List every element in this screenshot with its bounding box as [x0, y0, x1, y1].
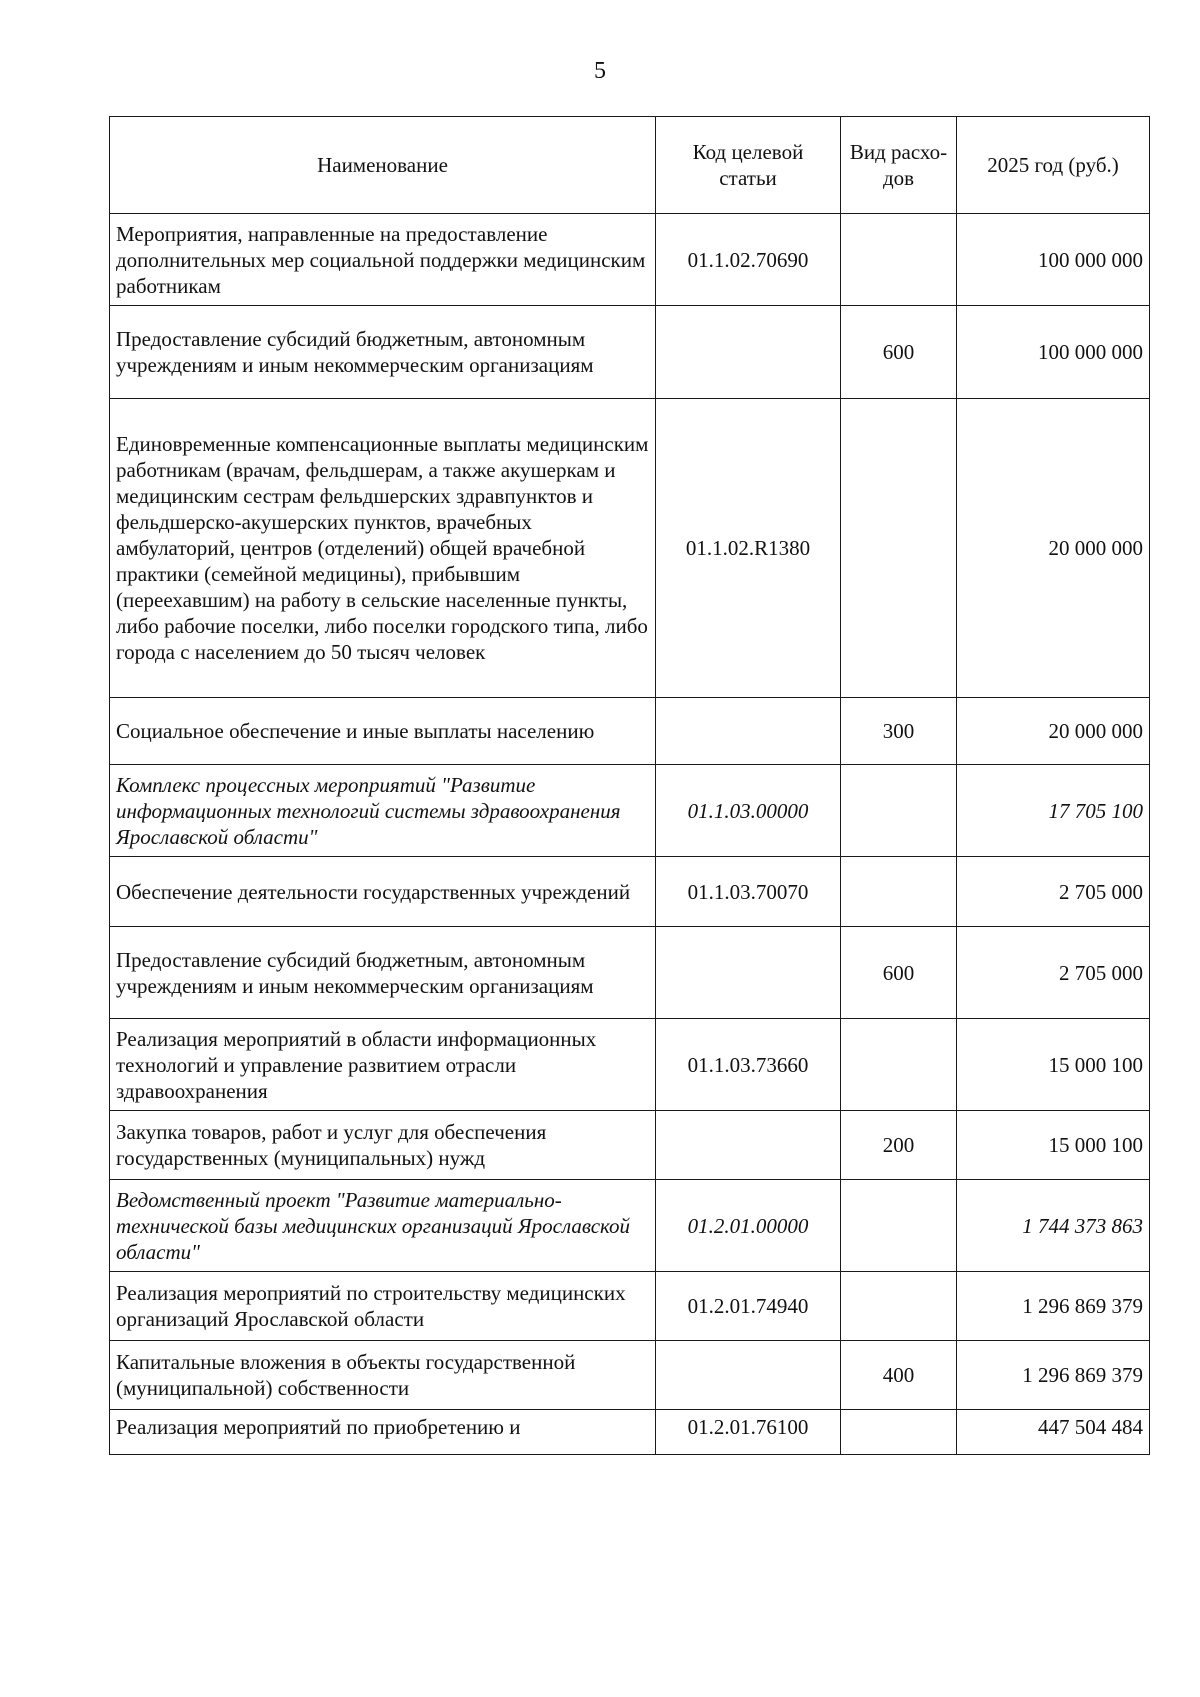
row-sum: 1 296 869 379 [957, 1272, 1150, 1341]
row-sum: 20 000 000 [957, 399, 1150, 698]
row-sum: 100 000 000 [957, 306, 1150, 399]
row-sum: 1 744 373 863 [957, 1180, 1150, 1272]
header-sum: 2025 год (руб.) [957, 117, 1150, 214]
row-kind: 400 [841, 1341, 957, 1410]
table-row [110, 1111, 1150, 1180]
table-row [110, 1410, 1150, 1455]
table-row [110, 698, 1150, 765]
row-code: 01.1.03.70070 [656, 857, 841, 927]
row-name: Реализация мероприятий в области информационных технологий и управление развитием отрасли здравоохранения [110, 1019, 656, 1111]
row-name: Капитальные вложения в объекты государственной (муниципальной) собственности [110, 1341, 656, 1410]
table-row [110, 399, 1150, 698]
row-sum: 100 000 000 [957, 214, 1150, 306]
row-kind: 600 [841, 306, 957, 399]
table-row [110, 1180, 1150, 1272]
budget-table [109, 116, 1150, 1455]
row-name: Комплекс процессных мероприятий "Развитие информационных технологий системы здравоохранения Ярославской области" [110, 765, 656, 857]
row-sum: 1 296 869 379 [957, 1341, 1150, 1410]
row-sum: 17 705 100 [957, 765, 1150, 857]
row-sum: 15 000 100 [957, 1111, 1150, 1180]
row-name: Ведомственный проект "Развитие материально-технической базы медицинских организаций Ярославской области" [110, 1180, 656, 1272]
row-sum: 20 000 000 [957, 698, 1150, 765]
row-code [656, 1341, 841, 1410]
row-code: 01.1.02.70690 [656, 214, 841, 306]
row-kind [841, 1410, 957, 1455]
row-kind [841, 1180, 957, 1272]
table-row [110, 1341, 1150, 1410]
row-code: 01.1.03.73660 [656, 1019, 841, 1111]
row-code [656, 698, 841, 765]
row-kind [841, 214, 957, 306]
page-number: 5 [594, 58, 606, 84]
header-code: Код целевой статьи [656, 117, 841, 214]
row-code [656, 927, 841, 1019]
row-name: Предоставление субсидий бюджетным, автономным учреждениям и иным некоммерческим организациям [110, 306, 656, 399]
row-code: 01.2.01.76100 [656, 1410, 841, 1455]
row-sum: 15 000 100 [957, 1019, 1150, 1111]
row-code: 01.1.02.R1380 [656, 399, 841, 698]
row-code: 01.1.03.00000 [656, 765, 841, 857]
table-row [110, 1019, 1150, 1111]
row-code: 01.2.01.00000 [656, 1180, 841, 1272]
table-row [110, 857, 1150, 927]
row-name: Единовременные компенсационные выплаты медицинским работникам (врачам, фельдшерам, а также акушеркам и медицинским сестрам фельдшерских здравпунктов и фельдшерско-акушерских пунктов, врачебных амбулаторий, центров (отделений) общей врачебной практики (семейной медицины), прибывшим (переехавшим) на работу в сельские населенные пункты, либо рабочие поселки, либо поселки городского типа, либо города с населением до 50 тысяч человек [110, 399, 656, 698]
row-name: Обеспечение деятельности государственных учреждений [110, 857, 656, 927]
row-kind: 600 [841, 927, 957, 1019]
row-kind [841, 1019, 957, 1111]
header-name: Наименование [110, 117, 656, 214]
table-row [110, 765, 1150, 857]
row-kind [841, 1272, 957, 1341]
row-sum: 2 705 000 [957, 927, 1150, 1019]
row-name: Реализация мероприятий по приобретению и [110, 1410, 656, 1455]
row-code: 01.2.01.74940 [656, 1272, 841, 1341]
header-kind: Вид расхо-дов [841, 117, 957, 214]
row-code [656, 306, 841, 399]
table-row [110, 1272, 1150, 1341]
row-kind [841, 399, 957, 698]
table-row [110, 306, 1150, 399]
row-sum: 2 705 000 [957, 857, 1150, 927]
row-kind: 200 [841, 1111, 957, 1180]
row-name: Закупка товаров, работ и услуг для обеспечения государственных (муниципальных) нужд [110, 1111, 656, 1180]
row-kind: 300 [841, 698, 957, 765]
row-name: Социальное обеспечение и иные выплаты населению [110, 698, 656, 765]
row-sum: 447 504 484 [957, 1410, 1150, 1455]
row-code [656, 1111, 841, 1180]
table-row [110, 214, 1150, 306]
row-kind [841, 765, 957, 857]
row-name: Предоставление субсидий бюджетным, автономным учреждениям и иным некоммерческим организациям [110, 927, 656, 1019]
row-name: Мероприятия, направленные на предоставление дополнительных мер социальной поддержки медицинским работникам [110, 214, 656, 306]
table-header-row [110, 117, 1150, 214]
row-name: Реализация мероприятий по строительству медицинских организаций Ярославской области [110, 1272, 656, 1341]
row-kind [841, 857, 957, 927]
table-row [110, 927, 1150, 1019]
